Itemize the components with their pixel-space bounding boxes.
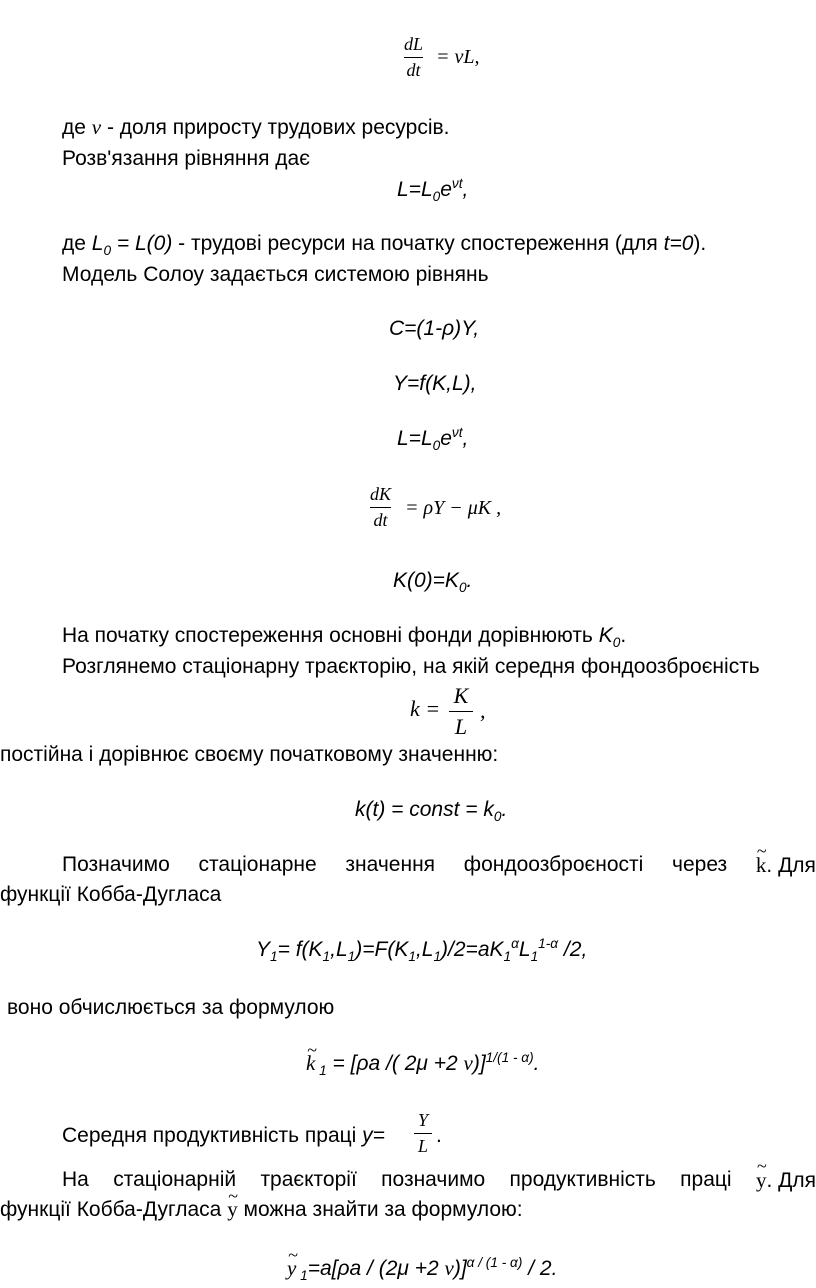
- fraction-denominator: dt: [373, 510, 388, 530]
- subscript: 1: [347, 949, 356, 965]
- y-tilde: ~ y: [227, 1199, 238, 1220]
- text: /2,: [558, 938, 588, 961]
- text: = [ρa /( 2μ +2: [326, 1052, 464, 1075]
- text: .: [620, 624, 627, 647]
- paragraph-line: постійна і дорівнює своєму початковому значенню:: [0, 743, 499, 766]
- word: траєкторії: [260, 1168, 357, 1191]
- equation-kt: [355, 798, 508, 825]
- word: через: [672, 853, 728, 876]
- word: продуктивність: [509, 1168, 656, 1191]
- k-tilde: ~ k: [756, 853, 767, 878]
- text: e: [440, 178, 452, 201]
- nu-symbol: ν: [91, 115, 102, 139]
- text: функції Кобба-Дугласа: [0, 1198, 228, 1221]
- text: - трудові ресурси на початку спостереження (для: [172, 232, 664, 255]
- text: Y: [256, 938, 271, 961]
- paragraph-line: воно обчислюється за формулою: [7, 996, 335, 1019]
- text: L: [91, 232, 104, 255]
- fraction-numerator: Y: [417, 1110, 428, 1130]
- subscript: 0: [612, 635, 621, 651]
- equation-rhs: = νL,: [436, 46, 480, 68]
- text: ,L: [415, 938, 434, 961]
- system-eq-1: C=(1-ρ)Y,: [389, 317, 480, 340]
- y-tilde-group: [756, 1168, 816, 1193]
- system-eq-4-rhs: = ρY − μK ,: [405, 497, 502, 519]
- fraction-bar: [449, 711, 473, 712]
- text: ,: [462, 427, 469, 450]
- fraction-bar: [414, 1133, 432, 1134]
- equation-l: [397, 176, 469, 205]
- word: Позначимо: [62, 853, 170, 876]
- word: значення: [345, 853, 436, 876]
- superscript: νt: [451, 425, 463, 440]
- k-comma: ,: [480, 698, 486, 723]
- fraction-y-over-l: [414, 1110, 432, 1157]
- word: позначимо: [381, 1168, 486, 1191]
- subscript: 1: [503, 949, 512, 965]
- text: )=F(K: [355, 938, 409, 961]
- system-eq-5: [393, 569, 473, 596]
- text: / 2.: [522, 1257, 558, 1280]
- text: можна знайти за формулою:: [237, 1198, 523, 1221]
- paragraph-line: [62, 117, 450, 138]
- word: праці: [680, 1168, 732, 1191]
- text: =a[ρa / (2μ +2: [307, 1257, 445, 1280]
- text: .: [436, 1124, 442, 1147]
- k-lhs: k =: [410, 696, 441, 721]
- text: . Для: [766, 854, 816, 877]
- subscript: 1: [296, 1268, 308, 1284]
- word: стаціонарній: [113, 1168, 237, 1191]
- fraction-k-over-l: [449, 683, 473, 740]
- superscript: νt: [451, 176, 463, 191]
- justified-line: [0, 853, 816, 878]
- paragraph-line: функції Кобба-Дугласа: [0, 883, 222, 906]
- justified-line: [0, 1168, 816, 1193]
- subscript: 1: [270, 949, 278, 965]
- text: K: [598, 624, 613, 647]
- nu-symbol: ν: [444, 1256, 454, 1280]
- superscript: 1-α: [538, 936, 559, 951]
- fraction-numerator: dL: [404, 34, 424, 54]
- subscript: 0: [432, 189, 441, 205]
- text: де: [62, 116, 92, 139]
- y-tilde: ~ y: [756, 1168, 767, 1193]
- superscript: α: [511, 936, 519, 951]
- fraction-bar: [404, 57, 423, 58]
- text: L: [518, 938, 531, 961]
- subscript: 0: [432, 438, 441, 454]
- word: стаціонарне: [198, 853, 317, 876]
- fraction-dl-dt: [404, 34, 423, 81]
- paragraph-line: [62, 232, 707, 259]
- text: - доля приросту трудових ресурсів.: [101, 116, 450, 139]
- text: )/2=aK: [441, 938, 504, 961]
- superscript: α / (1 - α): [466, 1255, 523, 1270]
- text: y=: [362, 1124, 385, 1147]
- system-eq-2: Y=f(K,L),: [393, 372, 477, 395]
- equation-k1: [306, 1050, 540, 1079]
- text: )]: [472, 1052, 486, 1075]
- fraction-denominator: dt: [406, 60, 421, 80]
- paragraph-line: Розглянемо стаціонарну траєкторію, на якій середня фондоозброєність: [62, 655, 760, 678]
- paragraph-line: Модель Солоу задається системою рівнянь: [62, 263, 489, 286]
- text: = L(0): [111, 232, 173, 255]
- text: t=0: [663, 232, 694, 255]
- word: фондоозброєності: [463, 853, 644, 876]
- subscript: 1: [408, 949, 416, 965]
- equation-y1-tilde: [287, 1255, 558, 1284]
- superscript: 1/(1 - α): [485, 1050, 534, 1065]
- paragraph-line: [62, 624, 627, 651]
- equation-y1: [256, 936, 588, 965]
- fraction-dk-dt: [370, 484, 391, 531]
- text: ).: [693, 232, 707, 255]
- text: K(0)=K: [393, 569, 459, 592]
- text: ,L: [330, 938, 348, 961]
- subscript: 0: [458, 580, 467, 596]
- paragraph-line: Розв'язання рівняння дає: [62, 147, 310, 170]
- fraction-bar: [370, 507, 391, 508]
- subscript: 0: [103, 243, 112, 259]
- subscript: 0: [493, 809, 502, 825]
- text: . Для: [766, 1169, 816, 1192]
- subscript: 1: [322, 949, 331, 965]
- text: На початку спостереження основні фонди дорівнюють: [62, 624, 599, 647]
- fraction-denominator: L: [454, 714, 468, 739]
- word: На: [62, 1168, 89, 1191]
- fraction-numerator: dK: [370, 484, 392, 504]
- text: .: [466, 569, 473, 592]
- text: = f(K: [277, 938, 323, 961]
- text: k(t) = const = k: [355, 798, 494, 821]
- subscript: 1: [315, 1063, 327, 1079]
- paragraph-line: [62, 1125, 385, 1146]
- text: Середня продуктивність праці: [62, 1124, 363, 1147]
- nu-symbol: ν: [463, 1051, 473, 1075]
- text: e: [440, 427, 452, 450]
- text: .: [533, 1052, 540, 1075]
- subscript: 1: [433, 949, 442, 965]
- text: L=L: [397, 178, 433, 201]
- y-tilde: ~ y: [287, 1258, 296, 1279]
- text: ,: [462, 178, 469, 201]
- text: .: [501, 798, 508, 821]
- text: )]: [453, 1257, 467, 1280]
- k-tilde: ~ k: [306, 1053, 315, 1074]
- paragraph-line: [0, 1199, 523, 1220]
- text: L=L: [397, 427, 433, 450]
- system-eq-3: [397, 425, 469, 454]
- k-tilde-group: [756, 853, 816, 878]
- fraction-numerator: K: [453, 683, 469, 708]
- subscript: 1: [530, 949, 539, 965]
- fraction-denominator: L: [417, 1136, 428, 1156]
- text: де: [62, 232, 92, 255]
